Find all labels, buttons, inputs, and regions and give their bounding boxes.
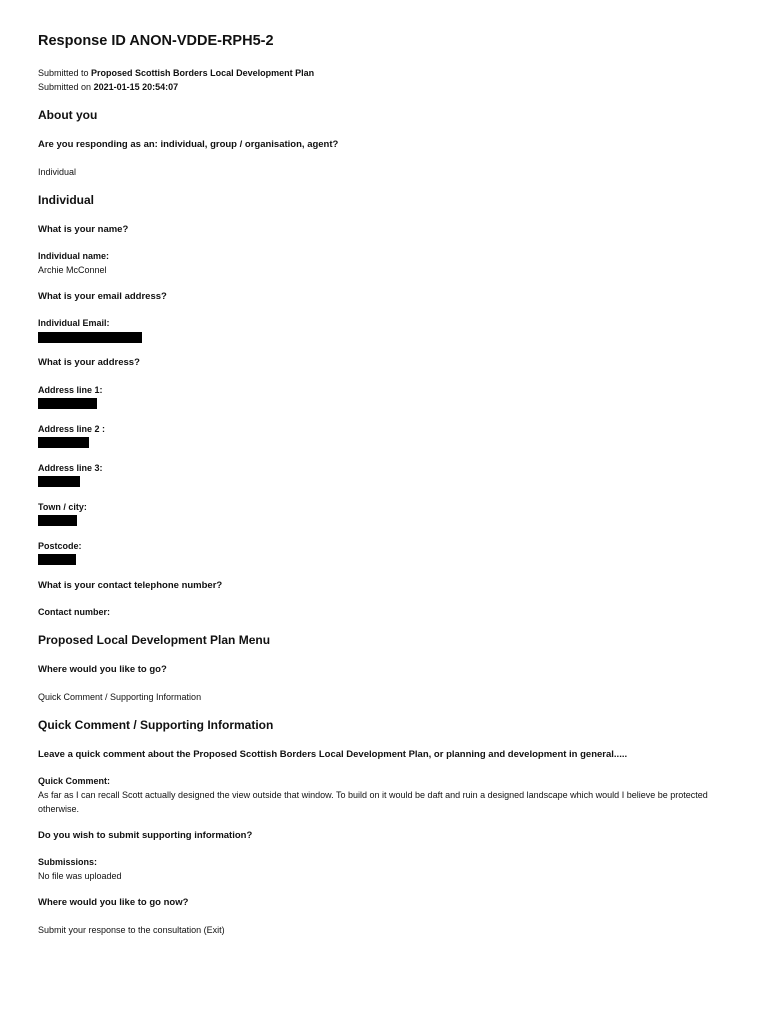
address-line-3-label: Address line 3: <box>38 463 103 473</box>
quick-comment-label: Quick Comment: <box>38 776 111 786</box>
town-city-label: Town / city: <box>38 502 87 512</box>
respondent-type-question: Are you responding as an: individual, group / organisation, agent? <box>38 139 339 150</box>
name-question: What is your name? <box>38 224 129 235</box>
address-line-2-redaction <box>38 437 89 448</box>
next-step-answer: Submit your response to the consultation (Exit) <box>38 925 225 935</box>
address-line-3-redaction <box>38 476 80 487</box>
contact-number-label: Contact number: <box>38 607 110 617</box>
submitted-on-label: Submitted on <box>38 82 92 92</box>
respondent-type-answer: Individual <box>38 167 77 177</box>
email-redaction <box>38 332 142 343</box>
submitted-to-line <box>38 68 314 78</box>
quick-comment-heading: Quick Comment / Supporting Information <box>38 718 274 732</box>
quick-comment-value: As far as I can recall Scott actually designed the view outside that window. To build on it would be daft and ruin a designed landscape which would I believe be protected otherwise. <box>38 790 708 814</box>
postcode-label: Postcode: <box>38 541 82 551</box>
quick-comment-question: Leave a quick comment about the Proposed Scottish Borders Local Development Plan, or planning and development in general..... <box>38 749 628 760</box>
address-line-1-label: Address line 1: <box>38 385 103 395</box>
individual-email-label: Individual Email: <box>38 318 110 328</box>
submitted-to-value: Proposed Scottish Borders Local Development Plan <box>91 68 315 78</box>
address-line-2-label: Address line 2 : <box>38 424 106 434</box>
submitted-on-value: 2021-01-15 20:54:07 <box>93 82 179 92</box>
submitted-on-line <box>38 82 178 92</box>
address-question: What is your address? <box>38 357 140 368</box>
individual-name-label: Individual name: <box>38 251 110 261</box>
submitted-to-label: Submitted to <box>38 68 89 78</box>
telephone-question: What is your contact telephone number? <box>38 580 223 591</box>
page-title: Response ID ANON-VDDE-RPH5-2 <box>38 33 274 49</box>
submissions-value: No file was uploaded <box>38 871 122 881</box>
email-question: What is your email address? <box>38 291 167 302</box>
individual-heading: Individual <box>38 193 95 207</box>
about-you-heading: About you <box>38 108 98 122</box>
menu-heading: Proposed Local Development Plan Menu <box>38 633 271 647</box>
menu-question: Where would you like to go? <box>38 664 167 675</box>
address-line-1-redaction <box>38 398 97 409</box>
individual-name-value: Archie McConnel <box>38 265 107 275</box>
supporting-info-question: Do you wish to submit supporting information? <box>38 830 253 841</box>
postcode-redaction <box>38 554 76 565</box>
submissions-label: Submissions: <box>38 857 98 867</box>
menu-answer: Quick Comment / Supporting Information <box>38 692 202 702</box>
town-city-redaction <box>38 515 77 526</box>
next-step-question: Where would you like to go now? <box>38 897 189 908</box>
